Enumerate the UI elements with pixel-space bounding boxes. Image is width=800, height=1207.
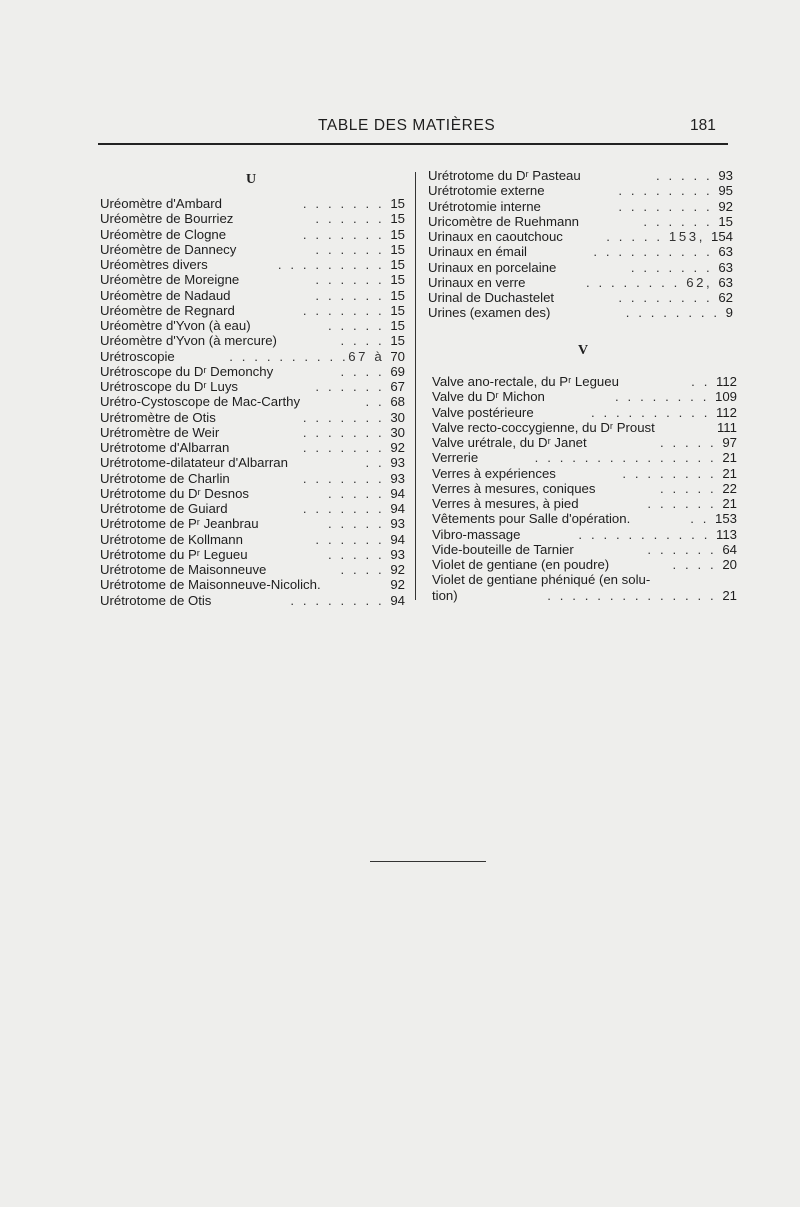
entry-leader-dots: . . . . . . . . 62, bbox=[585, 274, 713, 290]
entry-page-number: 15 bbox=[390, 211, 405, 227]
page-number: 181 bbox=[690, 117, 716, 134]
entry-leader-dots: . . . . . . . bbox=[302, 440, 385, 455]
index-entry bbox=[432, 481, 737, 496]
index-entry bbox=[100, 547, 405, 562]
index-entry bbox=[432, 557, 737, 572]
index-entry bbox=[432, 374, 737, 389]
entry-page-number: 92 bbox=[390, 562, 405, 577]
entry-leader-dots: . . . . . . . . . . . bbox=[578, 526, 710, 542]
entry-label: Urétrotome-dilatateur d'Albarran bbox=[100, 455, 288, 471]
entry-page-number: 15 bbox=[718, 213, 733, 229]
entry-page-number: 30 bbox=[390, 424, 405, 440]
entry-page-number: 93 bbox=[390, 470, 405, 486]
entry-label: Urétrotome de Guiard bbox=[100, 501, 228, 516]
index-entry bbox=[100, 440, 405, 455]
entry-label: Uréomètre de Moreigne bbox=[100, 272, 240, 288]
entry-label: Urétrotome du Pʳ Legueu bbox=[100, 546, 248, 562]
index-column-left bbox=[100, 196, 405, 608]
entry-label: Urinaux en caoutchouc bbox=[428, 229, 563, 244]
entry-leader-dots: . . . . . . . . . . bbox=[590, 404, 710, 420]
entry-page-number: 9 bbox=[725, 305, 733, 321]
entry-page-number: 20 bbox=[722, 557, 737, 572]
entry-page-number: 113 bbox=[715, 526, 737, 542]
entry-page-number: 15 bbox=[390, 241, 405, 257]
index-entry bbox=[100, 410, 405, 425]
entry-leader-dots: . . . . . . . . . .67 à bbox=[229, 348, 385, 364]
entry-page-number: 30 bbox=[390, 409, 405, 425]
entry-leader-dots: . . . . . . . bbox=[302, 470, 385, 486]
entry-page-number: 69 bbox=[390, 363, 405, 379]
index-entry bbox=[100, 532, 405, 547]
entry-leader-dots: . . . . . bbox=[327, 546, 385, 562]
entry-page-number: 15 bbox=[390, 302, 405, 318]
entry-label: Urétro-Cystoscope de Mac-Carthy bbox=[100, 394, 301, 410]
entry-leader-dots: . . . . . . . . . . bbox=[593, 244, 713, 260]
entry-label: Urétrotomie externe bbox=[428, 183, 545, 199]
index-entry bbox=[100, 593, 405, 608]
index-entry bbox=[428, 199, 733, 214]
entry-page-number: 15 bbox=[390, 318, 405, 333]
entry-page-number: 94 bbox=[390, 485, 405, 501]
entry-leader-dots: . . bbox=[690, 511, 709, 527]
entry-leader-dots: . . . . . . . . bbox=[622, 465, 717, 481]
entry-page-number: 63 bbox=[718, 244, 733, 260]
entry-leader-dots: . . . . . . bbox=[315, 241, 385, 257]
entry-label: Urétroscope du Dʳ Demonchy bbox=[100, 363, 274, 379]
entry-leader-dots: . . . . . . bbox=[315, 379, 385, 394]
entry-label: Urétrotome du Dʳ Desnos bbox=[100, 485, 250, 501]
entry-page-number: 15 bbox=[390, 257, 405, 272]
entry-label: Urinaux en verre bbox=[428, 274, 526, 290]
index-entry bbox=[428, 244, 733, 259]
index-entry bbox=[432, 588, 737, 603]
entry-page-number: 68 bbox=[390, 394, 405, 410]
entry-page-number: 97 bbox=[722, 435, 737, 450]
entry-leader-dots: . . . . bbox=[672, 557, 717, 572]
index-entry bbox=[432, 435, 737, 450]
index-entry bbox=[100, 364, 405, 379]
entry-page-number: 22 bbox=[722, 480, 737, 496]
index-entry bbox=[100, 394, 405, 409]
entry-leader-dots: . . . . . . . . . . . . . . . bbox=[534, 450, 717, 466]
index-entry bbox=[100, 425, 405, 440]
entry-label: Uréomètre d'Yvon (à mercure) bbox=[100, 333, 277, 349]
index-entry bbox=[100, 379, 405, 394]
entry-label: Urétrotome d'Albarran bbox=[100, 440, 230, 455]
index-entry bbox=[100, 272, 405, 287]
index-entry bbox=[100, 211, 405, 226]
entry-label: Uréomètre de Nadaud bbox=[100, 287, 231, 303]
entry-leader-dots: . . . . . . . . bbox=[618, 290, 713, 305]
entry-label: Urétrotome de Charlin bbox=[100, 470, 230, 486]
entry-page-number: 15 bbox=[390, 287, 405, 303]
entry-label: Uricomètre de Ruehmann bbox=[428, 213, 579, 229]
entry-leader-dots: . . . . . . . bbox=[302, 424, 385, 440]
entry-leader-dots: . . . . . . . bbox=[302, 302, 385, 318]
entry-page-number: 63 bbox=[718, 259, 733, 275]
index-entry bbox=[100, 471, 405, 486]
index-entry bbox=[100, 455, 405, 470]
entry-leader-dots: . . . . . . . . bbox=[625, 305, 720, 321]
index-entry bbox=[432, 527, 737, 542]
entry-page-number: 92 bbox=[390, 577, 405, 593]
index-entry bbox=[100, 562, 405, 577]
entry-page-number: 63 bbox=[718, 274, 733, 290]
index-entry bbox=[432, 466, 737, 481]
entry-label: Urétrotome de Otis bbox=[100, 592, 212, 608]
index-entry bbox=[100, 516, 405, 531]
entry-label: Violet de gentiane (en poudre) bbox=[432, 557, 610, 572]
entry-label: Valve du Dʳ Michon bbox=[432, 389, 545, 405]
entry-leader-dots: . . . . . bbox=[327, 485, 385, 501]
section-letter-u: U bbox=[245, 172, 257, 187]
entry-leader-dots: . . . . . bbox=[655, 168, 713, 183]
entry-label: Valve urétrale, du Dʳ Janet bbox=[432, 435, 587, 450]
entry-page-number: 15 bbox=[390, 272, 405, 288]
entry-label: Urines (examen des) bbox=[428, 305, 551, 321]
entry-label: Urétrotome de Pʳ Jeanbrau bbox=[100, 516, 259, 532]
header-rule bbox=[98, 143, 728, 145]
entry-page-number: 21 bbox=[722, 496, 737, 511]
entry-page-number: 92 bbox=[390, 440, 405, 455]
index-column-right-top bbox=[428, 168, 733, 321]
entry-leader-dots: . . . . bbox=[340, 363, 385, 379]
entry-page-number: 93 bbox=[390, 516, 405, 532]
entry-page-number: 62 bbox=[718, 290, 733, 305]
entry-leader-dots: . . bbox=[365, 455, 385, 471]
index-entry bbox=[432, 572, 737, 587]
index-entry bbox=[100, 501, 405, 516]
entry-page-number: 21 bbox=[722, 465, 737, 481]
entry-leader-dots: . . . . . . bbox=[315, 272, 385, 288]
index-entry bbox=[428, 260, 733, 275]
entry-page-number: 94 bbox=[390, 592, 405, 608]
entry-page-number: 94 bbox=[390, 531, 405, 547]
entry-leader-dots: . . . . . . . bbox=[302, 501, 385, 516]
entry-label: Verres à expériences bbox=[432, 465, 556, 481]
index-entry bbox=[428, 214, 733, 229]
entry-page-number: 21 bbox=[722, 587, 737, 603]
entry-label: Urinaux en émail bbox=[428, 244, 527, 260]
index-entry bbox=[428, 290, 733, 305]
entry-leader-dots: . . bbox=[365, 394, 385, 410]
entry-label: Uréomètre d'Ambard bbox=[100, 196, 222, 211]
entry-leader-dots: . . . . . . . bbox=[302, 196, 385, 211]
entry-page-number: 112 bbox=[715, 404, 737, 420]
index-entry bbox=[428, 305, 733, 320]
entry-leader-dots: . . . . . . bbox=[647, 496, 717, 511]
index-entry bbox=[100, 227, 405, 242]
entry-label: Urétrotomie interne bbox=[428, 198, 541, 214]
entry-label: Urétrotome de Kollmann bbox=[100, 531, 243, 547]
entry-page-number: 15 bbox=[390, 196, 405, 211]
entry-leader-dots: . . . . . bbox=[659, 435, 717, 450]
index-entry bbox=[432, 405, 737, 420]
entry-label: Verrerie bbox=[432, 450, 479, 466]
end-rule bbox=[370, 861, 486, 862]
entry-page-number: 95 bbox=[718, 183, 733, 199]
entry-label: Valve postérieure bbox=[432, 404, 534, 420]
entry-page-number: 15 bbox=[390, 333, 405, 349]
entry-leader-dots: . . . . bbox=[340, 562, 385, 577]
column-divider bbox=[415, 172, 416, 600]
entry-label: Verres à mesures, coniques bbox=[432, 480, 596, 496]
index-entry bbox=[432, 389, 737, 404]
section-letter-v: V bbox=[577, 343, 589, 358]
entry-page-number: 153 bbox=[714, 511, 737, 527]
entry-label: Vibro-massage bbox=[432, 526, 521, 542]
entry-label: Uréomètre de Regnard bbox=[100, 302, 235, 318]
index-entry bbox=[432, 496, 737, 511]
entry-leader-dots: . . . . . bbox=[327, 516, 385, 532]
entry-label: Vide-bouteille de Tarnier bbox=[432, 541, 574, 557]
index-entry bbox=[100, 196, 405, 211]
entry-label: Vêtements pour Salle d'opération. bbox=[432, 511, 631, 527]
running-header-title: TABLE DES MATIÈRES bbox=[318, 117, 496, 134]
entry-label: Uréomètre de Clogne bbox=[100, 226, 227, 242]
index-column-right bbox=[432, 374, 737, 603]
entry-leader-dots: . . . . . . . bbox=[302, 226, 385, 242]
entry-leader-dots: . . . . . . . . bbox=[618, 183, 713, 199]
index-entry bbox=[428, 168, 733, 183]
index-entry bbox=[100, 349, 405, 364]
entry-label: Urétrotome du Dʳ Pasteau bbox=[428, 168, 581, 183]
entry-leader-dots: . . bbox=[691, 374, 710, 389]
index-entry bbox=[100, 577, 405, 592]
entry-label: Urinal de Duchastelet bbox=[428, 290, 555, 305]
entry-label: Urétroscopie bbox=[100, 348, 175, 364]
entry-leader-dots: . . . . . . . bbox=[630, 259, 713, 275]
index-entry bbox=[100, 333, 405, 348]
index-entry bbox=[100, 288, 405, 303]
entry-leader-dots: . . . . . . bbox=[643, 213, 713, 229]
entry-page-number: 111 bbox=[716, 419, 737, 435]
index-entry bbox=[100, 303, 405, 318]
index-entry bbox=[432, 542, 737, 557]
entry-label: Urinaux en porcelaine bbox=[428, 259, 557, 275]
index-entry bbox=[428, 183, 733, 198]
entry-page-number: 94 bbox=[390, 501, 405, 516]
entry-label: Uréomètre de Bourriez bbox=[100, 211, 234, 227]
entry-page-number: 109 bbox=[714, 389, 737, 405]
entry-label: tion) bbox=[432, 587, 458, 603]
index-entry bbox=[432, 420, 737, 435]
index-entry bbox=[100, 318, 405, 333]
index-entry bbox=[432, 511, 737, 526]
entry-leader-dots: . . . . . . . . bbox=[290, 592, 385, 608]
entry-leader-dots: . . . . . . . . bbox=[615, 389, 709, 405]
entry-page-number: 64 bbox=[722, 541, 737, 557]
entry-page-number: 112 bbox=[715, 374, 737, 389]
entry-label: Uréomètre d'Yvon (à eau) bbox=[100, 318, 251, 333]
entry-leader-dots: . . . . . bbox=[659, 480, 717, 496]
index-entry bbox=[428, 275, 733, 290]
entry-page-number: 154 bbox=[710, 229, 733, 244]
entry-leader-dots: . . . . . . . . bbox=[618, 198, 713, 214]
entry-label: Urétroscope du Dʳ Luys bbox=[100, 379, 239, 394]
entry-label: Urétromètre de Weir bbox=[100, 424, 220, 440]
index-entry bbox=[100, 242, 405, 257]
entry-label: Verres à mesures, à pied bbox=[432, 496, 579, 511]
entry-page-number: 93 bbox=[390, 546, 405, 562]
entry-leader-dots: . . . . . . bbox=[315, 211, 385, 227]
entry-leader-dots: . . . . bbox=[340, 333, 385, 349]
entry-page-number: 70 bbox=[390, 348, 405, 364]
entry-label: Valve ano-rectale, du Pʳ Legueu bbox=[432, 374, 619, 389]
entry-label: Urétromètre de Otis bbox=[100, 409, 216, 425]
entry-page-number: 67 bbox=[390, 379, 405, 394]
entry-leader-dots: . . . . . 153, bbox=[606, 229, 705, 244]
entry-leader-dots: . . . . . bbox=[327, 318, 385, 333]
index-entry bbox=[100, 486, 405, 501]
index-entry bbox=[100, 257, 405, 272]
entry-label: Urétrotome de Maisonneuve bbox=[100, 562, 267, 577]
entry-page-number: 93 bbox=[718, 168, 733, 183]
entry-label: Uréomètres divers bbox=[100, 257, 208, 272]
entry-label: Uréomètre de Dannecy bbox=[100, 241, 237, 257]
entry-page-number: 15 bbox=[390, 226, 405, 242]
entry-leader-dots: . . . . . . . bbox=[302, 409, 385, 425]
entry-label: Violet de gentiane phéniqué (en solu- bbox=[432, 572, 651, 588]
entry-page-number: 93 bbox=[390, 455, 405, 471]
entry-leader-dots: . . . . . . . . . bbox=[277, 257, 385, 272]
entry-leader-dots: . . . . . . bbox=[315, 531, 385, 547]
entry-leader-dots: . . . . . . bbox=[315, 287, 385, 303]
index-entry bbox=[428, 229, 733, 244]
entry-leader-dots: . . . . . . bbox=[647, 541, 717, 557]
entry-leader-dots: . . . . . . . . . . . . . . bbox=[547, 587, 717, 603]
entry-label: Urétrotome de Maisonneuve-Nicolich. bbox=[100, 577, 321, 593]
entry-label: Valve recto-coccygienne, du Dʳ Proust bbox=[432, 419, 655, 435]
entry-page-number: 21 bbox=[722, 450, 737, 466]
index-entry bbox=[432, 450, 737, 465]
entry-page-number: 92 bbox=[718, 198, 733, 214]
